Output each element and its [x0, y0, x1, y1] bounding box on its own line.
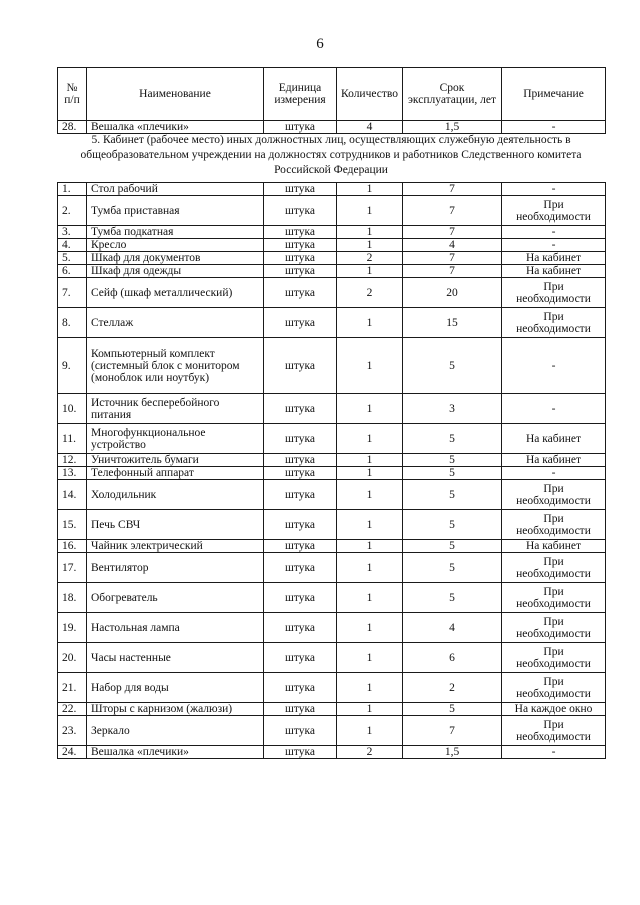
- row-unit: штука: [264, 643, 337, 673]
- row-name: Холодильник: [87, 480, 264, 510]
- row-name: Настольная лампа: [87, 613, 264, 643]
- row-name: Шкаф для одежды: [87, 265, 264, 278]
- row-unit: штука: [264, 239, 337, 252]
- row-num: 16.: [58, 540, 87, 553]
- table-row: [58, 424, 606, 454]
- row-num: 22.: [58, 703, 87, 716]
- row-term: 5: [403, 454, 502, 467]
- row-term: 7: [403, 226, 502, 239]
- row-unit: штука: [264, 278, 337, 308]
- row-num: 18.: [58, 583, 87, 613]
- row-qty: 1: [337, 183, 403, 196]
- row-num: 1.: [58, 183, 87, 196]
- row-term: 4: [403, 239, 502, 252]
- row-unit: штука: [264, 673, 337, 703]
- row-unit: штука: [264, 424, 337, 454]
- row-unit: штука: [264, 716, 337, 746]
- table-row: [58, 583, 606, 613]
- row-note: -: [502, 183, 606, 196]
- row-name: Шкаф для документов: [87, 252, 264, 265]
- row-num: 13.: [58, 467, 87, 480]
- row-term: 5: [403, 553, 502, 583]
- row-note: -: [502, 746, 606, 759]
- row-note: -: [502, 467, 606, 480]
- row-num: 23.: [58, 716, 87, 746]
- table-row: [58, 553, 606, 583]
- row-note: На каждое окно: [502, 703, 606, 716]
- row-qty: 1: [337, 265, 403, 278]
- row-num: 19.: [58, 613, 87, 643]
- row-name: Источник бесперебойного питания: [87, 394, 264, 424]
- row-num: 21.: [58, 673, 87, 703]
- row-unit: штука: [264, 553, 337, 583]
- row-num: 11.: [58, 424, 87, 454]
- table-row: [58, 226, 606, 239]
- row-num: 24.: [58, 746, 87, 759]
- row-qty: 1: [337, 613, 403, 643]
- row-term: 15: [403, 308, 502, 338]
- row-qty: 1: [337, 703, 403, 716]
- row-qty: 1: [337, 196, 403, 226]
- row-term: 5: [403, 338, 502, 394]
- header-num: № п/п: [58, 68, 87, 121]
- row-qty: 1: [337, 226, 403, 239]
- row-num: 3.: [58, 226, 87, 239]
- row-unit: штука: [264, 454, 337, 467]
- row-name: Обогреватель: [87, 583, 264, 613]
- row-term: 7: [403, 196, 502, 226]
- row-term: 7: [403, 716, 502, 746]
- row-note: При необходимости: [502, 308, 606, 338]
- row-unit: штука: [264, 121, 337, 134]
- row-qty: 1: [337, 394, 403, 424]
- row-num: 2.: [58, 196, 87, 226]
- row-qty: 2: [337, 278, 403, 308]
- row-note: -: [502, 121, 606, 134]
- row-qty: 2: [337, 252, 403, 265]
- row-term: 1,5: [403, 746, 502, 759]
- row-unit: штука: [264, 540, 337, 553]
- row-term: 2: [403, 673, 502, 703]
- row-num: 4.: [58, 239, 87, 252]
- row-num: 10.: [58, 394, 87, 424]
- row-unit: штука: [264, 196, 337, 226]
- row-term: 6: [403, 643, 502, 673]
- table-row: [58, 510, 606, 540]
- row-name: Стеллаж: [87, 308, 264, 338]
- row-unit: штука: [264, 467, 337, 480]
- row-name: Вешалка «плечики»: [87, 121, 264, 134]
- table-row: [58, 540, 606, 553]
- row-num: 9.: [58, 338, 87, 394]
- items-table: [57, 182, 606, 759]
- header-row: [58, 68, 606, 121]
- row-name: Сейф (шкаф металлический): [87, 278, 264, 308]
- table-row: [58, 239, 606, 252]
- row-num: 5.: [58, 252, 87, 265]
- row-name: Чайник электрический: [87, 540, 264, 553]
- row-qty: 1: [337, 583, 403, 613]
- row-qty: 1: [337, 643, 403, 673]
- table-row: [58, 613, 606, 643]
- row-unit: штука: [264, 252, 337, 265]
- row-qty: 1: [337, 553, 403, 583]
- header-qty: Количество: [337, 68, 403, 121]
- row-note: На кабинет: [502, 424, 606, 454]
- row-term: 5: [403, 703, 502, 716]
- row-qty: 1: [337, 338, 403, 394]
- row-unit: штука: [264, 226, 337, 239]
- row-note: -: [502, 394, 606, 424]
- row-term: 5: [403, 467, 502, 480]
- row-qty: 1: [337, 716, 403, 746]
- row-qty: 4: [337, 121, 403, 134]
- row-note: При необходимости: [502, 510, 606, 540]
- row-note: При необходимости: [502, 278, 606, 308]
- row-term: 7: [403, 183, 502, 196]
- row-unit: штука: [264, 265, 337, 278]
- row-note: При необходимости: [502, 643, 606, 673]
- table-row: [58, 716, 606, 746]
- row-unit: штука: [264, 183, 337, 196]
- row-unit: штука: [264, 613, 337, 643]
- table-row: [58, 703, 606, 716]
- header-unit: Единица измерения: [264, 68, 337, 121]
- row-name: Многофункциональное устройство: [87, 424, 264, 454]
- row-note: При необходимости: [502, 716, 606, 746]
- row-name: Тумба подкатная: [87, 226, 264, 239]
- row-num: 6.: [58, 265, 87, 278]
- row-term: 20: [403, 278, 502, 308]
- row-term: 5: [403, 583, 502, 613]
- row-term: 7: [403, 252, 502, 265]
- row-name: Шторы с карнизом (жалюзи): [87, 703, 264, 716]
- table-row: [58, 278, 606, 308]
- row-term: 5: [403, 510, 502, 540]
- row-term: 5: [403, 480, 502, 510]
- row-unit: штука: [264, 480, 337, 510]
- row-name: Тумба приставная: [87, 196, 264, 226]
- section-title: 5. Кабинет (рабочее место) иных должностных лиц, осуществляющих служебную деятельность в общеобразовательном учреждении на должностях сотрудников и работников Следственного комитета Российской Федерации: [80, 134, 582, 176]
- row-note: -: [502, 338, 606, 394]
- row-unit: штука: [264, 394, 337, 424]
- row-qty: 1: [337, 424, 403, 454]
- row-qty: 1: [337, 510, 403, 540]
- row-note: При необходимости: [502, 583, 606, 613]
- row-qty: 1: [337, 673, 403, 703]
- row-num: 17.: [58, 553, 87, 583]
- table-row: [58, 454, 606, 467]
- row-note: На кабинет: [502, 540, 606, 553]
- table-row: [58, 121, 606, 134]
- row-name: Кресло: [87, 239, 264, 252]
- row-qty: 2: [337, 746, 403, 759]
- row-name: Зеркало: [87, 716, 264, 746]
- header-table: [57, 67, 606, 134]
- row-term: 3: [403, 394, 502, 424]
- row-num: 8.: [58, 308, 87, 338]
- row-note: -: [502, 226, 606, 239]
- row-qty: 1: [337, 239, 403, 252]
- row-unit: штука: [264, 338, 337, 394]
- row-name: Вентилятор: [87, 553, 264, 583]
- table-row: [58, 467, 606, 480]
- row-num: 28.: [58, 121, 87, 134]
- row-note: На кабинет: [502, 454, 606, 467]
- table-row: [58, 338, 606, 394]
- table-row: [58, 252, 606, 265]
- table-row: [58, 265, 606, 278]
- row-note: При необходимости: [502, 673, 606, 703]
- row-unit: штука: [264, 308, 337, 338]
- row-num: 7.: [58, 278, 87, 308]
- row-qty: 1: [337, 480, 403, 510]
- row-name: Вешалка «плечики»: [87, 746, 264, 759]
- row-qty: 1: [337, 540, 403, 553]
- row-unit: штука: [264, 746, 337, 759]
- row-qty: 1: [337, 467, 403, 480]
- table-row: [58, 643, 606, 673]
- row-term: 5: [403, 424, 502, 454]
- row-num: 14.: [58, 480, 87, 510]
- row-term: 1,5: [403, 121, 502, 134]
- table-row: [58, 746, 606, 759]
- row-qty: 1: [337, 308, 403, 338]
- row-name: Печь СВЧ: [87, 510, 264, 540]
- table-row: [58, 183, 606, 196]
- row-term: 5: [403, 540, 502, 553]
- row-name: Компьютерный комплект (системный блок с монитором (моноблок или ноутбук): [87, 338, 264, 394]
- row-note: На кабинет: [502, 265, 606, 278]
- page-number: 6: [316, 36, 324, 52]
- row-num: 12.: [58, 454, 87, 467]
- table-row: [58, 196, 606, 226]
- row-term: 4: [403, 613, 502, 643]
- row-note: При необходимости: [502, 553, 606, 583]
- header-note: Примечание: [502, 68, 606, 121]
- row-num: 15.: [58, 510, 87, 540]
- row-unit: штука: [264, 703, 337, 716]
- row-term: 7: [403, 265, 502, 278]
- table-row: [58, 480, 606, 510]
- row-name: Уничтожитель бумаги: [87, 454, 264, 467]
- row-num: 20.: [58, 643, 87, 673]
- row-name: Часы настенные: [87, 643, 264, 673]
- row-note: На кабинет: [502, 252, 606, 265]
- row-note: -: [502, 239, 606, 252]
- table-row: [58, 673, 606, 703]
- row-name: Набор для воды: [87, 673, 264, 703]
- table-row: [58, 308, 606, 338]
- row-name: Телефонный аппарат: [87, 467, 264, 480]
- row-unit: штука: [264, 583, 337, 613]
- row-note: При необходимости: [502, 480, 606, 510]
- row-name: Стол рабочий: [87, 183, 264, 196]
- row-note: При необходимости: [502, 196, 606, 226]
- row-qty: 1: [337, 454, 403, 467]
- header-term: Срок эксплуатации, лет: [403, 68, 502, 121]
- header-name: Наименование: [87, 68, 264, 121]
- table-row: [58, 394, 606, 424]
- row-note: При необходимости: [502, 613, 606, 643]
- row-unit: штука: [264, 510, 337, 540]
